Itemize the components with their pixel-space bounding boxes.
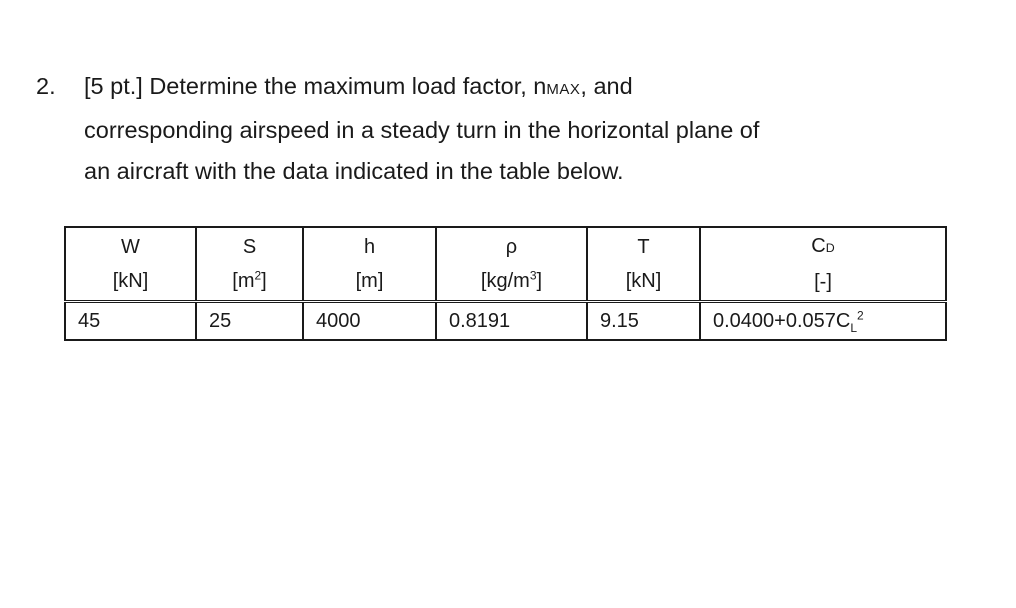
header-drag-coefficient-unit: [-] [814,271,832,293]
header-density [436,227,587,302]
header-weight-symbol: W [121,236,140,258]
header-density-unit-exponent: 3 [529,268,537,283]
header-altitude-symbol: h [363,236,376,258]
header-drag-coefficient-symbol [701,229,945,265]
table-row [65,302,946,341]
problem-line-3: an aircraft with the data indicated in the table below. [84,158,624,184]
problem-statement [36,66,936,192]
cell-thrust: 9.15 [587,302,700,341]
table-header-row [65,227,946,302]
header-weight-unit: [kN] [112,270,149,292]
cell-density: 0.8191 [436,302,587,341]
header-wing-area-unit-end: ] [261,270,267,292]
cell-wing-area: 25 [196,302,303,341]
cell-drag-coefficient-subscript: L [850,320,858,335]
header-drag-coefficient-symbol-base: C [811,235,826,257]
cell-drag-coefficient-base: 0.0400+0.057C [713,309,851,332]
header-thrust [587,227,700,302]
cell-weight: 45 [65,302,196,341]
load-factor-subscript: MAX [546,81,581,98]
header-drag-coefficient [700,227,946,302]
header-wing-area-unit-exponent: 2 [254,268,262,283]
aircraft-data-table [64,226,947,341]
cell-drag-coefficient [700,302,946,341]
problem-line-1-prefix: [5 pt.] Determine the maximum load factor, n [84,73,547,99]
problem-line-1 [84,66,936,110]
header-density-symbol: ρ [505,236,518,258]
header-altitude-unit: [m] [355,270,384,292]
header-wing-area [196,227,303,302]
header-density-unit [437,264,586,298]
header-altitude [303,227,436,302]
header-weight [65,227,196,302]
header-thrust-symbol: T [637,236,650,258]
header-density-unit-end: ] [536,270,543,292]
header-wing-area-unit [197,264,302,298]
header-wing-area-unit-base: [m [232,270,255,292]
problem-line-2: corresponding airspeed in a steady turn in the horizontal plane of [84,117,760,143]
header-drag-coefficient-symbol-subscript: D [825,241,835,255]
problem-number: 2. [36,73,56,99]
cell-drag-coefficient-exponent: 2 [857,307,864,322]
header-wing-area-symbol: S [242,236,257,258]
problem-body [84,66,936,192]
problem-line-1-suffix: , and [580,73,633,99]
cell-altitude: 4000 [303,302,436,341]
header-density-unit-base: [kg/m [480,270,530,292]
header-thrust-unit: [kN] [625,270,662,292]
